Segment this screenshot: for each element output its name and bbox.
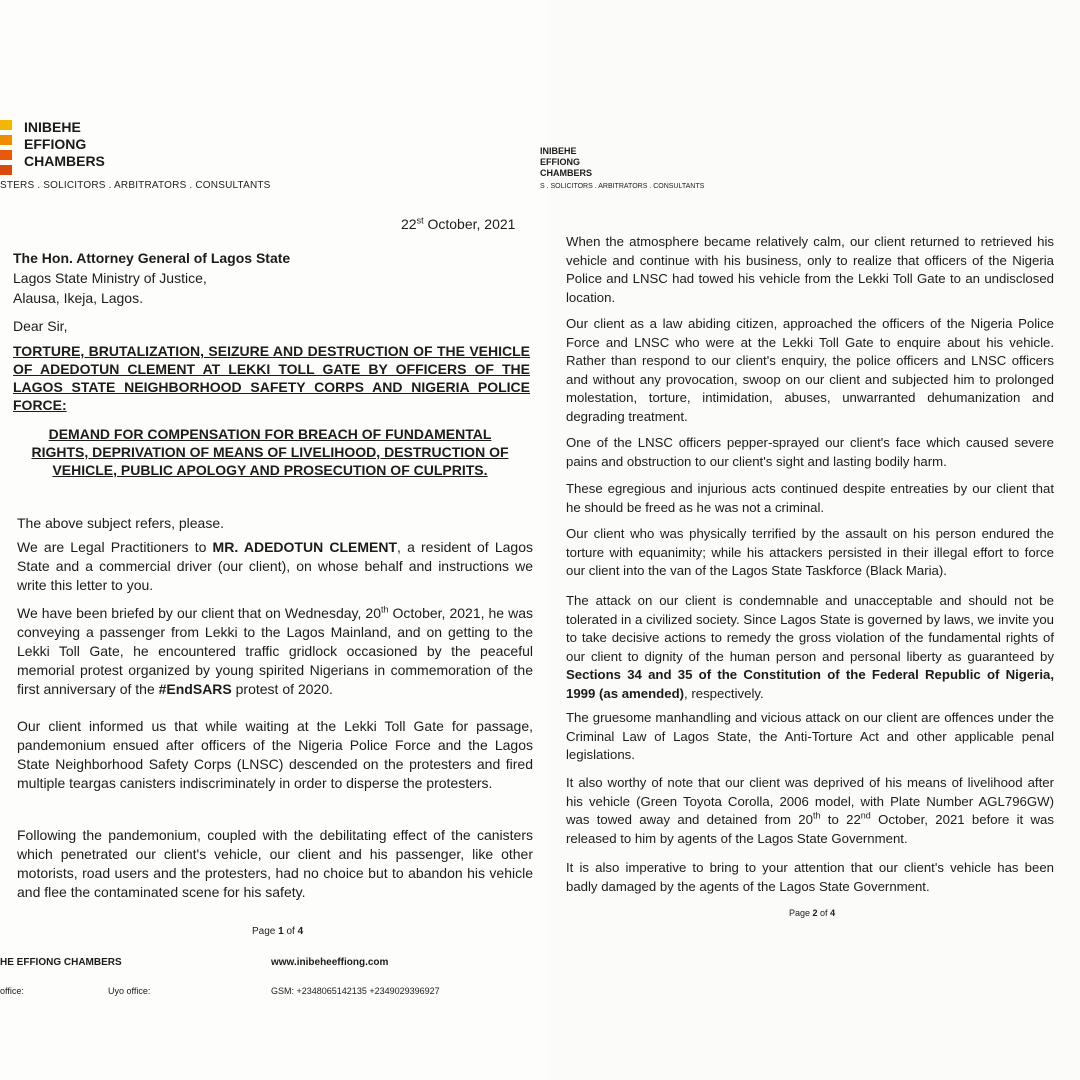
paragraph [17,604,533,699]
paragraph: Our client informed us that while waiting at the Lekki Toll Gate for passage, pandemonium ensued after officers of the Nigeria Police Force and the Lagos State Neighborhood Safety Corps (LNSC) descended on the protesters and fired multiple teargas canisters indiscriminately in order to disperse the protesters. [17,718,533,791]
firm-name [24,119,105,170]
paragraph [566,592,1054,703]
text-run: , a resident of Lagos State and a commercial driver (our client), on whose behalf and instructions we write this letter to you. [17,539,533,593]
firm-name-line: EFFIONG [24,136,87,152]
paragraph: Our client who was physically terrified by the assault on his person endured the torture with equanimity; while his attackers persisted in their illegal effort to force our client into the van of the Lagos State Taskforce (Black Maria). [566,526,1054,578]
text-run: Page [252,926,279,937]
date-rest: October, 2021 [423,216,516,232]
text-run: protest of 2020. [231,681,333,697]
firm-name-line: CHAMBERS [540,168,593,178]
text-run: We are Legal Practitioners to [17,539,213,555]
footer-uyo-office: Uyo office: [108,986,151,996]
ordinal: th [380,604,389,615]
firm-name-line: CHAMBERS [24,153,105,169]
firm-name-line: EFFIONG [540,157,580,167]
paragraph [566,774,1054,848]
subject-heading: TORTURE, BRUTALIZATION, SEIZURE AND DESTRUCTION OF THE VEHICLE OF ADEDOTUN CLEMENT AT LEKKI TOLL GATE BY OFFICERS OF THE LAGOS STATE NEIGHBORHOOD SAFETY CORPS AND NIGERIA POLICE FORCE: [13,343,530,413]
paragraph: The gruesome manhandling and vicious attack on our client are offences under the Criminal Law of Lagos State, the Anti-Torture Act and other applicable penal legislations. [566,710,1054,762]
legal-citation: Sections 34 and 35 of the Constitution of the Federal Republic of Nigeria, 1999 (as amended) [566,667,1054,701]
salutation: Dear Sir, [13,318,68,334]
subject-demand: DEMAND FOR COMPENSATION FOR BREACH OF FUNDAMENTAL RIGHTS, DEPRIVATION OF MEANS OF LIVELIHOOD, DESTRUCTION OF VEHICLE, PUBLIC APOLOGY AND PROSECUTION OF CULPRITS. [31,426,509,478]
footer-gsm: GSM: +2348065142135 +2349029396927 [271,986,440,996]
text-run: 4 [830,908,836,918]
logo-bar [0,165,12,175]
footer-office: office: [0,986,24,996]
firm-tagline-small: S . SOLICITORS . ARBITRATORS . CONSULTANTS [540,183,705,190]
text-run: Page [789,908,813,918]
paragraph: The above subject refers, please. [17,515,225,531]
hashtag: #EndSARS [158,681,232,697]
paragraph: These egregious and injurious acts continued despite entreaties by our client that he should be freed as he was not a criminal. [566,481,1054,515]
firm-name-small [540,146,592,179]
logo-bar [0,120,12,130]
text-run: We have been briefed by our client that on Wednesday, 20 [17,605,381,621]
ordinal: th [812,810,821,821]
text-run: 1 [278,926,284,937]
page-number [252,926,303,937]
paragraph: It is also imperative to bring to your attention that our client's vehicle has been badly damaged by the agents of the Lagos State Government. [566,860,1054,894]
text-run: October, 2021 before it was released to him by agents of the Lagos State Government. [566,812,1054,846]
firm-name-line: INIBEHE [540,146,577,156]
firm-name-line: INIBEHE [24,119,81,135]
text-run: to 22 [820,812,861,827]
recipient-title: The Hon. Attorney General of Lagos State [13,250,291,266]
paragraph: One of the LNSC officers pepper-sprayed our client's face which caused severe pains and obstruction to our client's sight and lasting bodily harm. [566,435,1054,469]
text-run: 4 [297,926,304,937]
recipient-address [13,248,290,308]
firm-tagline: STERS . SOLICITORS . ARBITRATORS . CONSULTANTS [0,180,271,191]
text-run: , respectively. [684,685,764,701]
logo-bar [0,135,12,145]
address-line: Alausa, Ikeja, Lagos. [13,290,143,306]
text-run: 2 [812,908,818,918]
page-number [789,908,835,918]
date-suffix: st [416,215,424,226]
address-line: Lagos State Ministry of Justice, [13,270,207,286]
text-run: of [817,908,831,918]
paragraph: Following the pandemonium, coupled with the debilitating effect of the canisters which penetrated our client's vehicle, our client and his passenger, like other motorists, road users and the protesters, had no choice but to abandon his vehicle and flee the contaminated scene for his safety. [17,827,533,900]
text-run: October, 2021, he was conveying a passenger from Lekki to the Lagos Mainland, and on getting to the Lekki Toll Gate, he encountered traffic gridlock occasioned by the peaceful memorial protest organized by young spirited Nigerians in commemoration of the first anniversary of the [17,605,533,697]
paragraph: When the atmosphere became relatively calm, our client returned to retrieved his vehicle and continue with his business, only to realize that officers of the Nigeria Police and LNSC had towed his vehicle from the Lekki Toll Gate to an undisclosed location. [566,234,1054,305]
text-run: It also worthy of note that our client was deprived of his means of livelihood after his vehicle (Green Toyota Corolla, 2006 model, with Plate Number AGL796GW) was towed away and detained from 20 [566,775,1054,827]
footer-firm: HE EFFIONG CHAMBERS [0,957,122,968]
paragraph: Our client as a law abiding citizen, approached the officers of the Nigeria Police Force and LNSC who were at the Lekki Toll Gate to enquire about his vehicle. Rather than respond to our client's enquiry, the police officers and LNSC officers and without any provocation, swoop on our client and subjected him to prolonged molestation, torture, intimidation, abuses, unwarranted dehumanization and degrading treatment. [566,316,1054,424]
logo-bar [0,150,12,160]
firm-logo-icon [0,120,12,180]
paragraph [17,538,533,595]
date-day: 22 [401,216,417,232]
letter-date [401,216,515,232]
text-run: The attack on our client is condemnable and unacceptable and should not be tolerated in a civilized society. Since Lagos State is governed by laws, we invite you to take decisive actions to remedy the gross violation of the fundamental rights of our client to dignity of the human person and personal liberty as guaranteed by [566,593,1054,664]
ordinal: nd [860,810,871,821]
footer-website[interactable]: www.inibeheeffiong.com [271,957,389,968]
text-run: of [283,926,298,937]
client-name: MR. ADEDOTUN CLEMENT [212,539,398,555]
